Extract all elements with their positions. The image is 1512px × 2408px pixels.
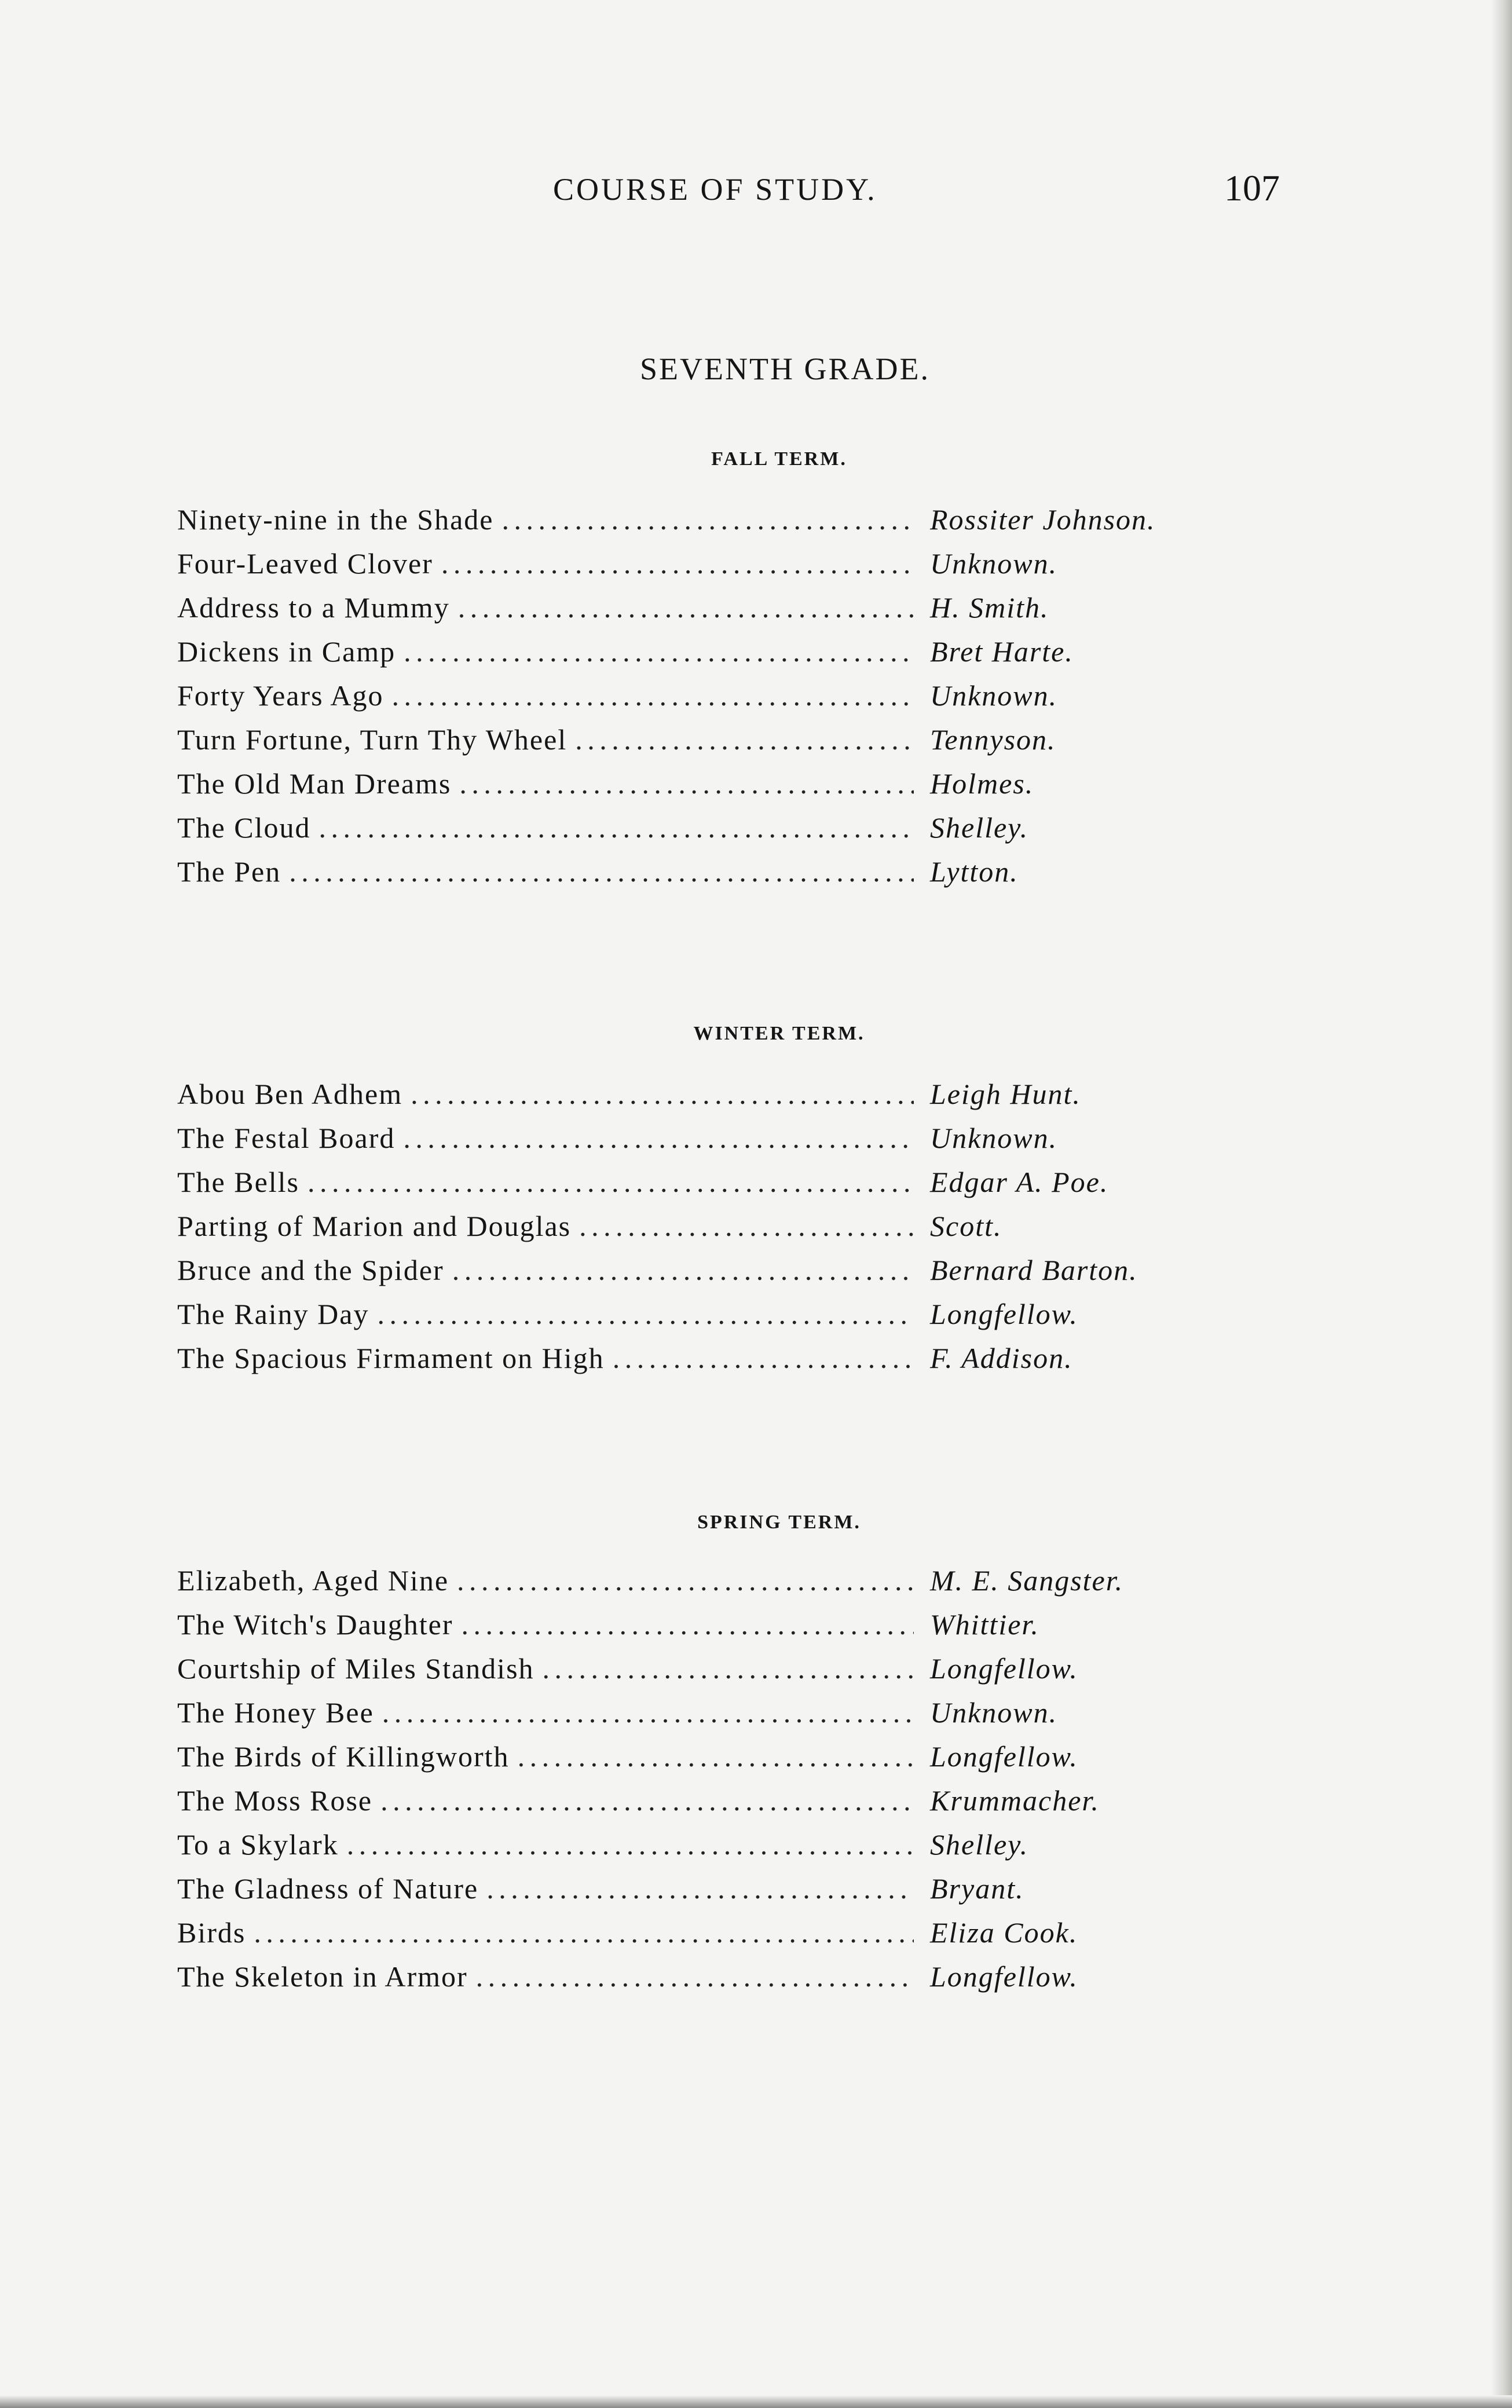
poem-author: Scott. xyxy=(930,1210,1002,1242)
poem-title: Turn Fortune, Turn Thy Wheel xyxy=(177,723,568,756)
poem-author: Longfellow. xyxy=(930,1960,1078,1993)
dot-leader xyxy=(307,1165,914,1199)
poem-author: H. Smith. xyxy=(930,591,1049,624)
poem-title: The Birds of Killingworth xyxy=(177,1740,510,1773)
dot-leader xyxy=(382,1696,914,1729)
list-item xyxy=(177,1608,1220,1652)
poem-author: Leigh Hunt. xyxy=(930,1078,1081,1110)
dot-leader xyxy=(441,547,914,580)
poem-author: Whittier. xyxy=(930,1608,1039,1641)
poem-title: The Witch's Daughter xyxy=(177,1608,453,1641)
list-item xyxy=(177,1253,1220,1297)
dot-leader xyxy=(518,1740,914,1773)
list-item xyxy=(177,811,1220,855)
poem-author: Edgar A. Poe. xyxy=(930,1166,1109,1198)
term-heading-fall: FALL TERM. xyxy=(711,448,847,470)
poem-author: Bernard Barton. xyxy=(930,1254,1138,1286)
list-item xyxy=(177,635,1220,679)
list-item xyxy=(177,1209,1220,1253)
term-heading-winter: WINTER TERM. xyxy=(693,1023,865,1044)
dot-leader xyxy=(543,1652,914,1685)
poem-author: Bryant. xyxy=(930,1872,1024,1905)
page-number: 107 xyxy=(1224,167,1280,208)
poem-title: The Rainy Day xyxy=(177,1298,369,1330)
list-item xyxy=(177,1121,1220,1165)
poem-author: Shelley. xyxy=(930,1828,1029,1861)
list-item xyxy=(177,1740,1220,1784)
poem-title: Abou Ben Adhem xyxy=(177,1078,403,1110)
dot-leader xyxy=(459,767,914,800)
list-item xyxy=(177,1341,1220,1385)
poem-title: Ninety-nine in the Shade xyxy=(177,503,494,536)
list-item xyxy=(177,1297,1220,1341)
poem-title: Four-Leaved Clover xyxy=(177,547,433,580)
dot-leader xyxy=(377,1297,914,1331)
poem-author: Bret Harte. xyxy=(930,635,1074,668)
dot-leader xyxy=(613,1341,914,1375)
dot-leader xyxy=(403,1121,914,1155)
poem-title: Parting of Marion and Douglas xyxy=(177,1210,572,1242)
poem-title: The Bells xyxy=(177,1166,300,1198)
list-item xyxy=(177,1564,1220,1608)
dot-leader xyxy=(579,1209,914,1243)
dot-leader xyxy=(404,635,914,668)
dot-leader xyxy=(486,1872,914,1905)
list-item xyxy=(177,723,1220,767)
dot-leader xyxy=(347,1828,914,1861)
poem-author: Unknown. xyxy=(930,547,1058,580)
poem-author: Lytton. xyxy=(930,855,1019,888)
dot-leader xyxy=(380,1784,914,1817)
dot-leader xyxy=(411,1077,914,1111)
list-item xyxy=(177,1916,1220,1960)
poem-author: Longfellow. xyxy=(930,1298,1078,1330)
poem-title: The Cloud xyxy=(177,811,311,844)
dot-leader xyxy=(391,679,914,712)
poem-title: Address to a Mummy xyxy=(177,591,450,624)
list-item xyxy=(177,1165,1220,1209)
poem-author: Unknown. xyxy=(930,1122,1058,1154)
poem-title: The Honey Bee xyxy=(177,1696,374,1729)
dot-leader xyxy=(318,811,914,844)
poem-author: Krummacher. xyxy=(930,1784,1100,1817)
running-head: COURSE OF STUDY. xyxy=(553,172,877,207)
poem-title: The Gladness of Nature xyxy=(177,1872,479,1905)
poem-title: The Festal Board xyxy=(177,1122,396,1154)
poem-title: The Spacious Firmament on High xyxy=(177,1342,605,1374)
list-item xyxy=(177,767,1220,811)
poem-title: Courtship of Miles Standish xyxy=(177,1652,534,1685)
list-item xyxy=(177,1828,1220,1872)
list-item xyxy=(177,1077,1220,1121)
poem-author: Holmes. xyxy=(930,767,1034,800)
term-heading-spring: SPRING TERM. xyxy=(697,1512,861,1533)
poem-author: M. E. Sangster. xyxy=(930,1564,1124,1597)
spring-term-list xyxy=(177,1564,1220,2004)
list-item xyxy=(177,503,1220,547)
list-item xyxy=(177,1696,1220,1740)
poem-author: Longfellow. xyxy=(930,1652,1078,1685)
dot-leader xyxy=(502,503,914,536)
poem-author: Eliza Cook. xyxy=(930,1916,1078,1949)
dot-leader xyxy=(452,1253,914,1287)
fall-term-list xyxy=(177,503,1220,899)
dot-leader xyxy=(462,1608,914,1641)
dot-leader xyxy=(476,1960,914,1993)
poem-title: Bruce and the Spider xyxy=(177,1254,444,1286)
poem-title: The Moss Rose xyxy=(177,1784,373,1817)
poem-author: Longfellow. xyxy=(930,1740,1078,1773)
poem-title: Dickens in Camp xyxy=(177,635,396,668)
poem-author: Shelley. xyxy=(930,811,1029,844)
list-item xyxy=(177,679,1220,723)
poem-author: F. Addison. xyxy=(930,1342,1073,1374)
winter-term-list xyxy=(177,1077,1220,1385)
list-item xyxy=(177,1960,1220,2004)
poem-title: To a Skylark xyxy=(177,1828,339,1861)
poem-author: Unknown. xyxy=(930,679,1058,712)
page-edge xyxy=(0,2395,1512,2408)
list-item xyxy=(177,855,1220,899)
poem-author: Unknown. xyxy=(930,1696,1058,1729)
list-item xyxy=(177,1784,1220,1828)
list-item xyxy=(177,547,1220,591)
dot-leader xyxy=(289,855,914,888)
dot-leader xyxy=(575,723,914,756)
poem-title: The Pen xyxy=(177,855,281,888)
dot-leader xyxy=(458,591,914,624)
grade-title: SEVENTH GRADE. xyxy=(640,352,930,386)
list-item xyxy=(177,1872,1220,1916)
poem-author: Rossiter Johnson. xyxy=(930,503,1156,536)
poem-title: The Skeleton in Armor xyxy=(177,1960,468,1993)
poem-title: Elizabeth, Aged Nine xyxy=(177,1564,449,1597)
dot-leader xyxy=(254,1916,914,1949)
dot-leader xyxy=(457,1564,914,1597)
poem-title: Birds xyxy=(177,1916,246,1949)
list-item xyxy=(177,591,1220,635)
poem-title: The Old Man Dreams xyxy=(177,767,452,800)
list-item xyxy=(177,1652,1220,1696)
poem-title: Forty Years Ago xyxy=(177,679,384,712)
poem-author: Tennyson. xyxy=(930,723,1056,756)
